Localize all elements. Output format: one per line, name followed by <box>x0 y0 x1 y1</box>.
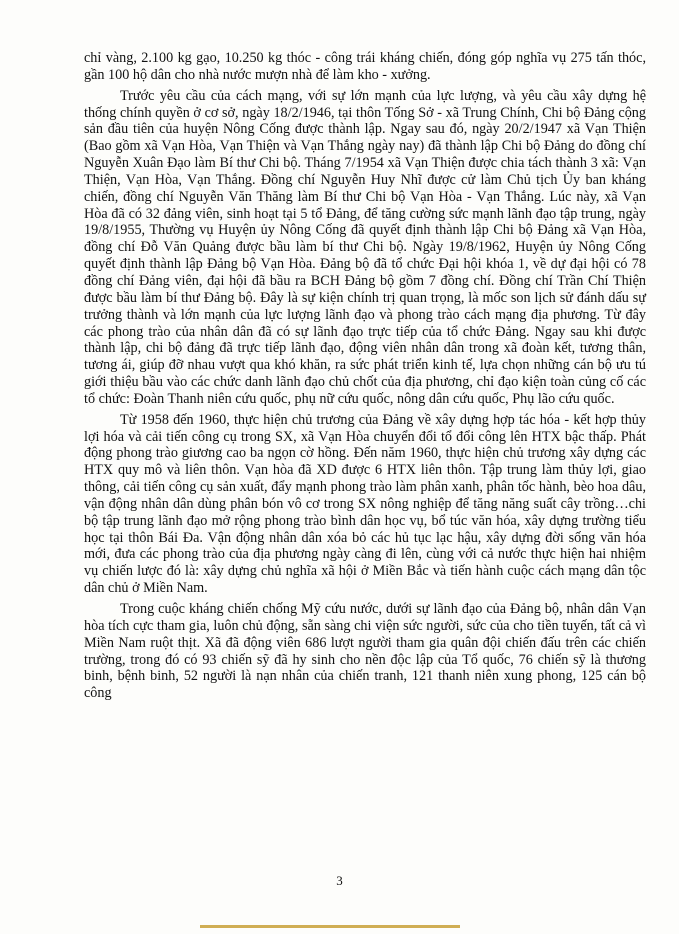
document-body <box>84 50 646 706</box>
paragraph-4: Trong cuộc kháng chiến chống Mỹ cứu nước, dưới sự lãnh đạo của Đảng bộ, nhân dân Vạn hòa tích cực tham gia, luôn chủ động, sẵn sàng chi viện sức người, sức của cho tiền tuyến, tất cả vì Miền Nam ruột thịt. Xã đã động viên 686 lượt người tham gia quân đội chiến đấu trên các chiến trường, trong đó có 93 chiến sỹ đã hy sinh cho nền độc lập của Tổ quốc, 76 chiến sỹ là thương binh, bệnh binh, 52 người là nạn nhân của chiến tranh, 121 thanh niên xung phong, 125 cán bộ công <box>84 601 646 702</box>
paragraph-3: Từ 1958 đến 1960, thực hiện chủ trương của Đảng về xây dựng hợp tác hóa - kết hợp thủy lợi hóa và cải tiến công cụ trong SX, xã Vạn Hòa chuyển đổi tổ đổi công lên HTX bậc thấp. Phát động phong trào giương cao ba ngọn cờ hồng. Đến năm 1960, thực hiện chủ trương xây dựng các HTX quy mô và liên thôn. Vạn hòa đã XD được 6 HTX liên thôn. Tập trung làm thủy lợi, giao thông, cải tiến công cụ sản xuất, đẩy mạnh phong trào làm phân xanh, phân tốc hành, bèo hoa dâu, vận động nhân dân dùng phân bón vô cơ trong SX nông nghiệp để tăng năng suất cây trồng…chi bộ tập trung lãnh đạo mở rộng phong trào bình dân học vụ, bổ túc văn hóa, xây dựng trường tiểu học tại thôn Bái Đa. Vận động nhân dân xóa bỏ các hủ tục lạc hậu, xây dựng đời sống văn hóa mới, đưa các phong trào của địa phương ngày càng đi lên, cùng với cả nước thực hiện hai nhiệm vụ chiến lược đó là: xây dựng chủ nghĩa xã hội ở Miền Bắc và tiến hành cuộc cách mạng dân tộc dân chủ ở Miền Nam. <box>84 411 646 597</box>
page-bottom-edge <box>200 925 460 928</box>
paragraph-1: chỉ vàng, 2.100 kg gạo, 10.250 kg thóc - công trái kháng chiến, đóng góp nghĩa vụ 275 tấn thóc, gần 100 hộ dân cho nhà nước mượn nhà để làm kho - xưởng. <box>84 50 646 83</box>
paragraph-2: Trước yêu cầu của cách mạng, với sự lớn mạnh của lực lượng, và yêu cầu xây dựng hệ thống chính quyền ở cơ sở, ngày 18/2/1946, tại thôn Tống Sở - xã Trung Chính, Chi bộ Đảng cộng sản đầu tiên của huyện Nông Cống được thành lập. Ngay sau đó, ngày 20/2/1947 xã Vạn Thiện (Bao gồm xã Vạn Hòa, Vạn Thiện và Vạn Thắng ngày nay) đã thành lập Chi bộ Đảng do đồng chí Nguyễn Xuân Đạo làm Bí thư Chi bộ. Tháng 7/1954 xã Vạn Thiện được chia tách thành 3 xã: Vạn Thiện, Vạn Hòa, Vạn Thắng. Đồng chí Nguyễn Huy Nhĩ được cử làm Chủ tịch Ủy ban kháng chiến, đồng chí Nguyễn Văn Thăng làm Bí thư Chi bộ Vạn Hòa - Vạn Thắng. Lúc này, xã Vạn Hòa đã có 32 đảng viên, sinh hoạt tại 5 tổ Đảng, để tăng cường sức mạnh lãnh đạo tập trung, ngày 19/8/1955, Thường vụ Huyện ủy Nông Cống đã quyết định thành lập Chi bộ Đảng xã Vạn Hòa, đồng chí Đỗ Văn Quảng được bầu làm bí thư Chi bộ. Ngày 19/8/1962, Huyện ủy Nông Cống quyết định thành lập Đảng bộ Vạn Hòa. Đảng bộ đã tổ chức Đại hội khóa 1, về dự đại hội có 78 đồng chí Đảng viên, đại hội đã bầu ra BCH Đảng bộ gồm 7 đồng chí. Đồng chí Trần Chí Thiện được bầu làm bí thư Đảng bộ. Đây là sự kiện chính trị quan trọng, là mốc son lịch sử đánh dấu sự trưởng thành và lớn mạnh của lực lượng lãnh đạo và phong trào cách mạng địa phương. Từ đây các phong trào của nhân dân đã có sự lãnh đạo trực tiếp của tổ chức Đảng. Ngay sau khi được thành lập, chi bộ đảng đã trực tiếp lãnh đạo, động viên nhân dân trong xã đoàn kết, tương thân, tương ái, giúp đỡ nhau vượt qua khó khăn, ra sức phát triển kinh tế, lựa chọn những cán bộ ưu tú giới thiệu bầu vào các chức danh lãnh đạo chủ chốt của địa phương, chỉ đạo kiện toàn củng cố các tổ chức: Đoàn Thanh niên cứu quốc, phụ nữ cứu quốc, nông dân cứu quốc, Phụ lão cứu quốc. <box>84 87 646 407</box>
page-number: 3 <box>336 873 343 888</box>
